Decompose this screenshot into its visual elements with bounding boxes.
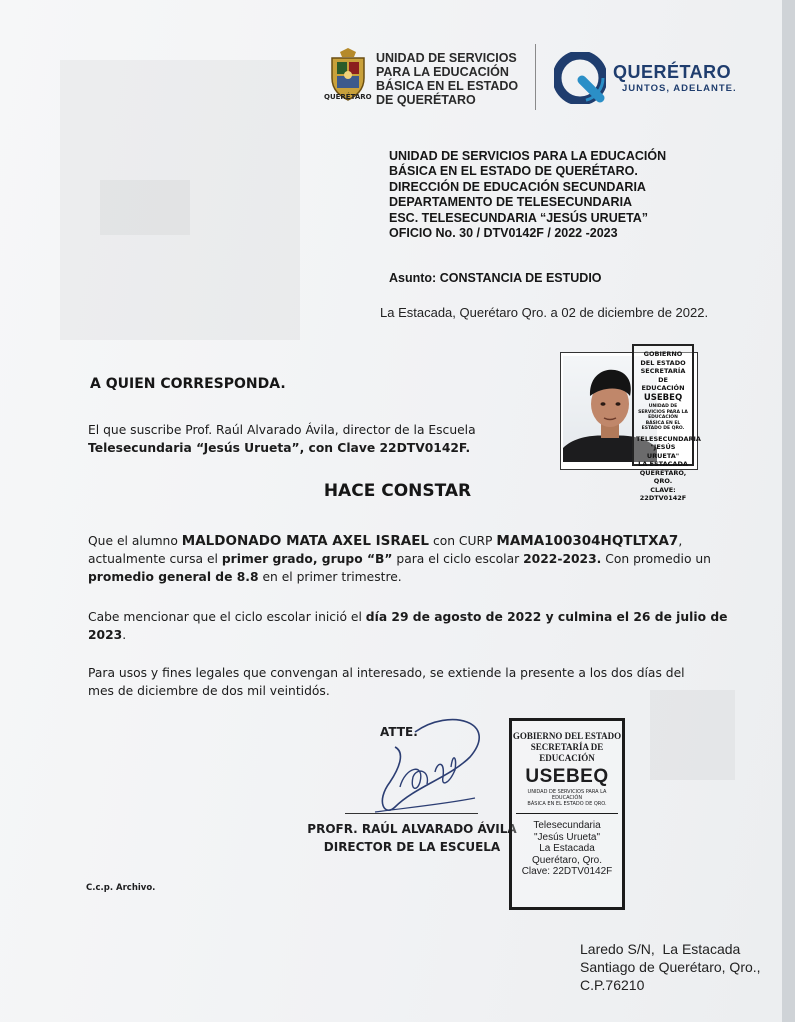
atte-label: ATTE. xyxy=(380,725,418,739)
signer-name: PROFR. RAÚL ALVARADO ÁVILA xyxy=(307,822,517,836)
agency-name xyxy=(376,51,536,107)
seal-line: BÁSICA EN EL ESTADO DE QRO. xyxy=(641,420,685,431)
stamp-line: "Jesús Urueta" xyxy=(533,831,600,843)
subject-label: Asunto: xyxy=(389,271,437,285)
stamp-line: Clave: 22DTV0142F xyxy=(521,866,613,877)
signature-line xyxy=(345,813,478,814)
stamp-name: USEBEQ xyxy=(525,766,609,787)
stamp-school-info xyxy=(516,813,618,878)
seal-line: LA ESTACADA xyxy=(638,460,688,468)
header-divider xyxy=(535,44,536,110)
stamp-header xyxy=(512,731,622,764)
address-line: Santiago de Querétaro, Qro., xyxy=(580,959,761,975)
student-line-1 xyxy=(88,532,710,550)
cycle-dates: día 29 de agosto de 2022 y culmina el 26 de julio de xyxy=(365,610,728,624)
seal-line: CLAVE: 22DTV0142F xyxy=(639,485,687,502)
office-line: DIRECCIÓN DE EDUCACIÓN SECUNDARIA xyxy=(389,179,646,194)
stamp-line: GOBIERNO DEL ESTADO xyxy=(512,731,622,741)
text: Cabe mencionar que el ciclo escolar inició el xyxy=(88,610,366,624)
text: Con promedio un xyxy=(601,552,711,566)
stamp-small-text xyxy=(512,789,622,807)
text: actualmente cursa el xyxy=(88,552,222,566)
signer-position: DIRECTOR DE LA ESCUELA xyxy=(323,840,501,854)
bleed-through-shape xyxy=(100,180,190,235)
stamp-line: La Estacada xyxy=(539,843,595,854)
intro-line-1: El que suscribe Prof. Raúl Alvarado Ávila, director de la Escuela xyxy=(88,423,476,437)
office-line: BÁSICA EN EL ESTADO DE QUERÉTARO. xyxy=(389,164,638,179)
address-line: C.P.76210 xyxy=(580,977,645,993)
intro-paragraph xyxy=(88,421,710,457)
dates-line-1 xyxy=(88,608,728,626)
subject-value: CONSTANCIA DE ESTUDIO xyxy=(439,271,602,285)
signer-block xyxy=(296,820,528,856)
document-title: HACE CONSTAR xyxy=(323,481,472,501)
address-line: Laredo S/N, La Estacada xyxy=(580,941,741,957)
stamp-line: Querétaro, Qro. xyxy=(531,854,603,866)
seal-line: "JESÚS URUETA" xyxy=(646,443,680,460)
office-line: DEPARTAMENTO DE TELESECUNDARIA xyxy=(389,195,633,210)
office-line: UNIDAD DE SERVICIOS PARA LA EDUCACIÓN xyxy=(389,149,667,163)
stamp-line: Telesecundaria xyxy=(533,820,601,831)
brand-name: QUERÉTARO xyxy=(613,62,732,82)
salutation: A QUIEN CORRESPONDA. xyxy=(90,376,286,392)
page-edge xyxy=(782,0,795,1022)
seal-name: USEBEQ xyxy=(643,392,683,403)
agency-line: BÁSICA EN EL ESTADO xyxy=(376,79,519,93)
place-date: La Estacada, Querétaro Qro. a 02 de diciembre de 2022. xyxy=(380,305,709,320)
seal-line: QUERÉTARO, QRO. xyxy=(639,468,687,485)
agency-line: PARA LA EDUCACIÓN xyxy=(376,65,509,79)
office-block xyxy=(389,149,666,241)
copy-note: C.c.p. Archivo. xyxy=(86,883,156,893)
agency-line: DE QUERÉTARO xyxy=(376,93,476,107)
student-grade: primer grado, grupo “B” xyxy=(221,552,393,566)
student-line-3 xyxy=(88,568,710,586)
stamp-line: SECRETARÍA DE EDUCACIÓN xyxy=(530,742,604,763)
seal-line: GOBIERNO DEL ESTADO xyxy=(640,350,686,367)
text: en el primer trimestre. xyxy=(258,570,402,584)
official-stamp xyxy=(509,718,625,910)
subject-line xyxy=(389,271,602,285)
stamp-line: UNIDAD DE SERVICIOS PARA LA EDUCACIÓN xyxy=(527,789,607,801)
cycle-end-year: 2023 xyxy=(88,628,123,642)
crest-caption: QUERÉTARO xyxy=(324,93,372,101)
handwritten-signature xyxy=(355,712,495,822)
dates-line-2 xyxy=(88,626,710,644)
office-line: ESC. TELESECUNDARIA “JESÚS URUETA” xyxy=(389,210,649,225)
text: con CURP xyxy=(429,534,497,548)
closing-paragraph: Para usos y fines legales que convengan al interesado, se extiende la presente a los dos días del mes de diciembre de dos mil veintidós. xyxy=(88,666,685,698)
text: , xyxy=(678,534,683,548)
school-cycle: 2022-2023. xyxy=(523,552,602,566)
text: para el ciclo escolar xyxy=(392,552,524,566)
dates-paragraph xyxy=(88,608,728,644)
seal-line: SECRETARÍA DE EDUCACIÓN xyxy=(640,367,686,392)
seal-line: UNIDAD DE SERVICIOS PARA LA EDUCACIÓN xyxy=(638,404,688,420)
bleed-through-shape xyxy=(650,690,735,780)
student-line-2 xyxy=(88,550,710,568)
student-average: promedio general de 8.8 xyxy=(88,570,259,584)
brand-slogan: JUNTOS, ADELANTE. xyxy=(622,83,737,94)
seal-line: TELESECUNDARIA xyxy=(636,434,701,443)
student-name: MALDONADO MATA AXEL ISRAEL xyxy=(181,533,430,549)
office-line: OFICIO No. 30 / DTV0142F / 2022 -2023 xyxy=(389,226,618,241)
stamp-line: BÁSICA EN EL ESTADO DE QRO. xyxy=(527,801,607,807)
text: . xyxy=(122,628,127,642)
intro-line-2: Telesecundaria “Jesús Urueta”, con Clave 22DTV0142F. xyxy=(88,441,471,455)
text: Que el alumno xyxy=(88,534,182,548)
student-curp: MAMA100304HQTLTXA7 xyxy=(496,533,679,549)
school-address xyxy=(580,940,761,994)
student-paragraph xyxy=(88,532,710,586)
agency-line: UNIDAD DE SERVICIOS xyxy=(376,51,517,65)
queretaro-logo-icon xyxy=(554,52,606,104)
